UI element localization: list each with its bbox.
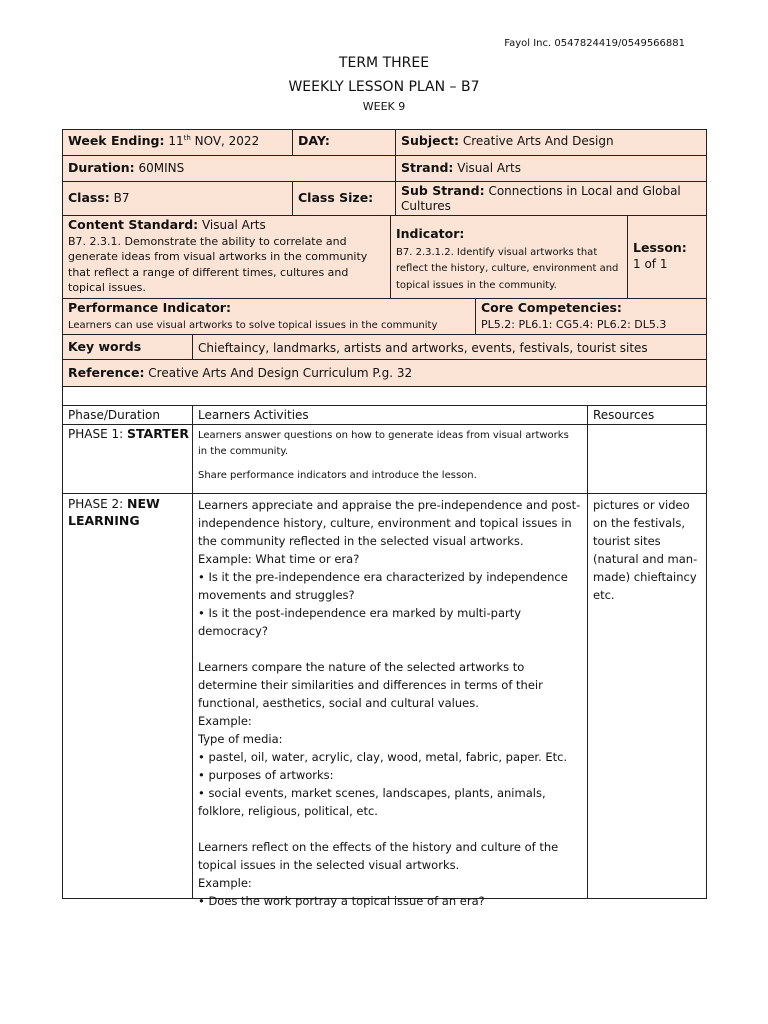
subject-cell: Subject: Creative Arts And Design bbox=[401, 133, 614, 148]
phase2-line: Example: bbox=[198, 714, 252, 728]
header-resources: Resources bbox=[593, 408, 655, 422]
phase2-line: • social events, market scenes, landscapes, plants, animals, folklore, religious, political, etc. bbox=[198, 786, 546, 818]
phase2-line: Learners appreciate and appraise the pre-independence and post-independence history, culture, environment and topical issues in the community reflected in the selected visual artworks. bbox=[198, 498, 581, 548]
phase2-line bbox=[198, 820, 581, 838]
keywords-text: Chieftaincy, landmarks, artists and artworks, events, festivals, tourist sites bbox=[198, 341, 648, 355]
spacer-row bbox=[62, 386, 707, 406]
phase1-label: PHASE 1: STARTER bbox=[68, 426, 189, 441]
sub-strand-cell: Sub Strand: Connections in Local and Global Cultures bbox=[401, 183, 681, 213]
keywords-label: Key words bbox=[68, 339, 142, 354]
header-activities: Learners Activities bbox=[198, 408, 309, 422]
indicator-cell: Indicator: B7. 2.3.1.2. Identify visual artworks that reflect the history, culture, environment and topical issues in the community. bbox=[396, 226, 619, 291]
phase2-line: • Is it the pre-independence era characterized by independence movements and struggles? bbox=[198, 570, 568, 602]
content-standard-cell: Content Standard: Visual Arts B7. 2.3.1. Demonstrate the ability to correlate and generate ideas from visual artworks in the community that reflect a range of different times, cultures and topical issues. bbox=[68, 217, 368, 295]
phase2-line: Type of media: bbox=[198, 732, 283, 746]
contact-info: Fayol Inc. 0547824419/0549566881 bbox=[504, 38, 685, 49]
phase2-line: Example: bbox=[198, 876, 252, 890]
phase2-line bbox=[198, 640, 581, 658]
phase2-activities bbox=[192, 494, 587, 912]
phase2-resources: pictures or video on the festivals, tourist sites (natural and man-made) chieftaincy etc. bbox=[593, 498, 698, 602]
phase2-line: Learners reflect on the effects of the history and culture of the topical issues in the selected visual artworks. bbox=[198, 840, 559, 872]
core-competencies-cell: Core Competencies: PL5.2: PL6.1: CG5.4: PL6.2: DL5.3 bbox=[481, 300, 667, 331]
phase2-label: PHASE 2: NEW LEARNING bbox=[68, 496, 160, 528]
phase1-activities: Learners answer questions on how to generate ideas from visual artworks in the community. Share performance indicators and introduce the lesson. bbox=[198, 430, 569, 481]
phase2-line: Example: What time or era? bbox=[198, 552, 360, 566]
phase2-line: Learners compare the nature of the selected artworks to determine their similarities and differences in terms of their functional, aesthetics, social and cultural values. bbox=[198, 660, 543, 710]
lesson-cell: Lesson: 1 of 1 bbox=[633, 240, 687, 271]
class-cell: Class: B7 bbox=[68, 190, 130, 205]
performance-indicator-cell: Performance Indicator: Learners can use visual artworks to solve topical issues in the community bbox=[68, 300, 438, 331]
page-title: WEEKLY LESSON PLAN – B7 bbox=[288, 79, 480, 95]
strand-cell: Strand: Visual Arts bbox=[401, 160, 522, 175]
phase2-line: • purposes of artworks: bbox=[198, 768, 334, 782]
reference-cell: Reference: Creative Arts And Design Curriculum P.g. 32 bbox=[68, 365, 413, 380]
day-label: DAY: bbox=[298, 133, 330, 148]
phase2-line: • Is it the post-independence era marked by multi-party democracy? bbox=[198, 606, 522, 638]
term-title: TERM THREE bbox=[338, 55, 430, 71]
duration-cell: Duration: 60MINS bbox=[68, 160, 185, 175]
week-label: WEEK 9 bbox=[362, 100, 406, 113]
phase2-line: • pastel, oil, water, acrylic, clay, wood, metal, fabric, paper. Etc. bbox=[198, 750, 568, 764]
class-size-label: Class Size: bbox=[298, 190, 374, 205]
week-ending-cell: Week Ending: 11th NOV, 2022 bbox=[68, 133, 260, 148]
phase2-line: • Does the work portray a topical issue of an era? bbox=[198, 894, 485, 908]
header-phase: Phase/Duration bbox=[68, 408, 160, 422]
